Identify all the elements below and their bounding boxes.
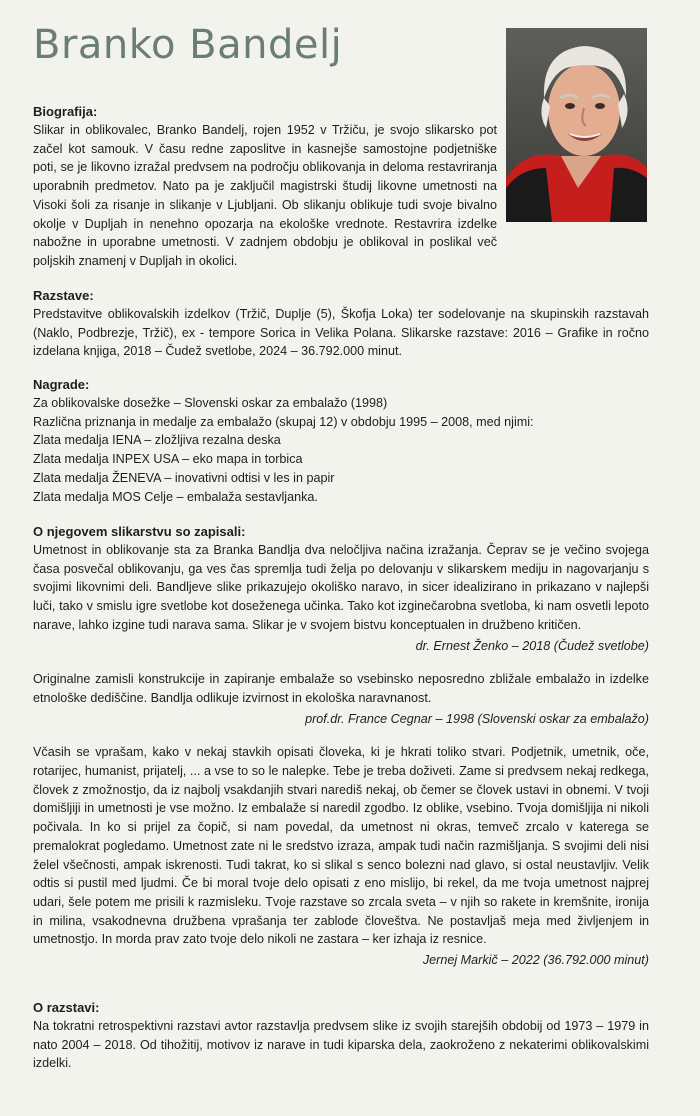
o-razstavi-section [33,998,649,1073]
nagrade-item: Za oblikovalske dosežke – Slovenski oskar za embalažo (1998) [33,396,388,410]
nagrade-item: Zlata medalja IENA – zložljiva rezalna deska [33,433,281,448]
nagrade-item: Zlata medalja MOS Celje – embalaža sestavljanka. [33,489,318,504]
zapisi-heading: O njegovem slikarstvu so zapisali: [33,524,246,539]
page-title: Branko Bandelj [33,22,343,68]
nagrade-item: Različna priznanja in medalje za embalažo (skupaj 12) v obdobju 1995 – 2008, med njimi: [33,414,534,429]
nagrade-section [33,375,649,506]
biografija-section [33,102,497,271]
nagrade-heading: Nagrade: [33,377,90,392]
biografija-heading: Biografija: [33,104,98,119]
razstave-text: Predstavitve oblikovalskih izdelkov (Tržič, Duplje (5), Škofja Loka) ter sodelovanje na skupinskih razstavah (Naklo, Podbrezje, Tržič), ex - tempore Sorica in Velika Polana. Slikarske razstave: 2016 – Grafike in ročno izdelana knjiga, 2018 – Čudež svetlobe, 2024 – 36.792.000 minut. [33,307,649,359]
signature-zenko: dr. Ernest Ženko – 2018 (Čudež svetlobe) [415,638,649,653]
biografija-text: Slikar in oblikovalec, Branko Bandelj, rojen 1952 v Tržiču, je svojo slikarsko pot začel kot samouk. V času redne zaposlitve in kasnejše samostojne podjetniške poti, se je likovno izražal predvsem na področju oblikovanja in deloma restavriranja uporabnih predmetov. Nato pa je zaključil magistrski študij likovne umetnosti na Visoki šoli za risanje in slikanje v Ljubljani. Ob slikanju oblikuje tudi svoje bivalno okolje v Dupljah in nenehno opozarja na ekološke vrednote. Restavrira izdelke nabožne in uporabne umetnosti. V zadnjem obdobju je oblikoval in poslikal več poljskih znamenj v Dupljah in okolici. [33,123,497,268]
quote-cegnar: Originalne zamisli konstrukcije in zapiranje embalaže so vsebinsko neposredno zbližale embalažo in izdelke etnološke dediščine. Bandlja odlikuje izvirnost in ekološka naravnanost. [33,672,649,705]
o-razstavi-text: Na tokratni retrospektivni razstavi avtor razstavlja predvsem slike iz svojih starejših obdobij od 1973 – 1979 in nato 2004 – 2018. Od tihožitij, motivov iz narave in tudi kiparska dela, zaokroženo z nekaterimi oblikovalskimi izdelki. [33,1019,649,1071]
quote-markic: Včasih se vprašam, kako v nekaj stavkih opisati človeka, ki je hkrati toliko stvari. Podjetnik, umetnik, oče, rotarijec, humanist, prijatelj, ... a vse to so le nalepke. Tebe je treba doživeti. Zame si predvsem nekaj redkega, človek z zmožnostjo, da iz najbolj vsakdanjih stvari narediš nekaj, ob čemer se človek ustavi in obnemi. V tvoji domišljiji in umetnosti je vse možno. Iz embalaže si naredil zgodbo. Iz oblike, vsebino. Tvoja domišljija ni nikoli počivala. In ko si prijel za čopič, si nam povedal, da umetnost ni okras, temveč zrcalo v katerega se premalokrat pogledamo. Umetnost zate ni le sredstvo izraza, ampak tudi način razmišljanja. S svojimi deli nisi želel všečnosti, ampak iskrenosti. Tudi takrat, ko si slikal s senco bolezni nad glavo, si ostal neustavljiv. Velik odtis si pustil med ljudmi. Če bi moral tvoje delo opisati z eno mislijo, bi rekel, da me tvoja umetnost najprej udari, šele potem me prisili k razmisleku. Tvoje razstave so zrcala sveta – v njih so rakete in kremšnite, ironija in milina, vsakodnevna družbena vprašanja ter zablode človeštva. Ne postavljaš meja med življenjem in umetnostjo. In morda prav zato tvoje delo nikoli ne zastara – ker izhaja iz resnice. [33,745,649,947]
razstave-section [33,286,649,361]
signature-cegnar: prof.dr. France Cegnar – 1998 (Slovenski oskar za embalažo) [305,711,649,726]
portrait-photo [506,28,647,222]
nagrade-item: Zlata medalja ŽENEVA – inovativni odtisi v les in papir [33,470,335,485]
zapisi-section [33,522,649,970]
o-razstavi-heading: O razstavi: [33,1000,100,1015]
portrait-illustration [506,28,647,222]
razstave-heading: Razstave: [33,288,94,303]
nagrade-list [33,394,649,506]
signature-markic: Jernej Markič – 2022 (36.792.000 minut) [422,953,649,968]
quote-zenko: Umetnost in oblikovanje sta za Branka Bandlja dva neločljiva načina izražanja. Čeprav se je večino svojega časa posvečal oblikovanju, ga ves čas spremlja tudi želja po delovanju v slikarskem mediju in nagovarjanju s svojimi likovnimi deli. Bandljeve slike prikazujejo okoliško naravo, in sicer idealizirano in prikazano v najlepši luči, tako v smislu igre svetlobe kot doseženega učinka. Tako kot izginečarobna svetloba, ki nam osvetli lepoto narave, lahko izgine tudi narava sama. Slikar je v svojem bistvu konceptualen in družbeno kritičen. [33,543,649,632]
nagrade-item: Zlata medalja INPEX USA – eko mapa in torbica [33,452,303,467]
